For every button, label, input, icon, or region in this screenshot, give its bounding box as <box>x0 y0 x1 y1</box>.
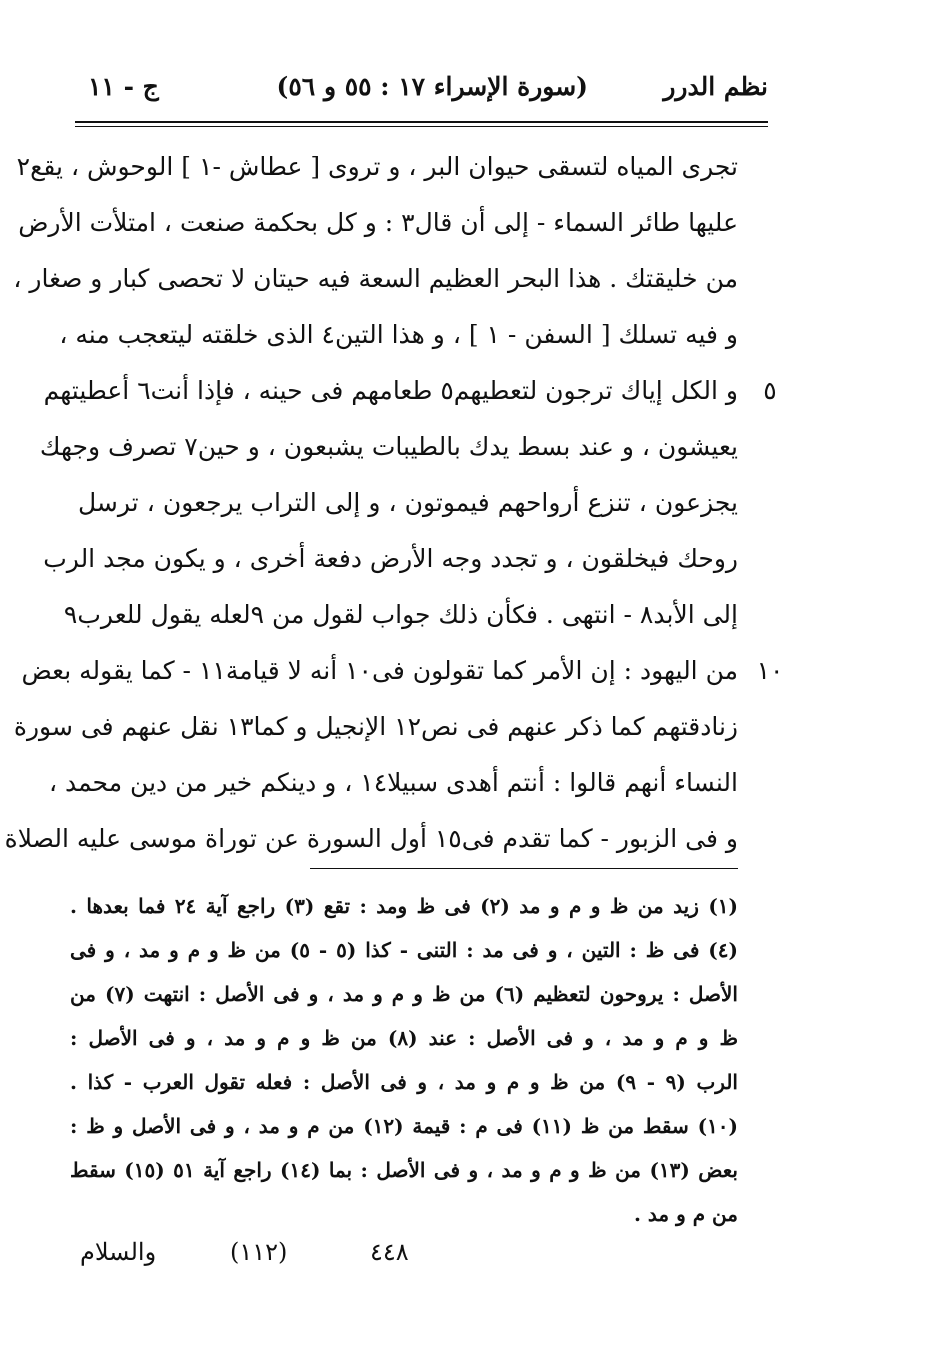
footnote-line: من م و مد . <box>633 1202 738 1226</box>
footnote-line: الأصل : يروحون لتعظيم (٦) من ظ و م و مد ، و فى الأصل : انتهت (٧) من <box>70 982 738 1006</box>
page-number: ٤٤٨ <box>370 1238 409 1266</box>
running-header <box>78 72 768 112</box>
text-line: يجزعون ، تنزع أرواحهم فيموتون ، و إلى التراب يرجعون ، ترسل <box>78 488 738 517</box>
header-rule <box>75 121 768 123</box>
text-line: النساء أنهم قالوا : أنتم أهدى سبيلا١٤ ، و دينكم خير من دين محمد ، <box>48 768 738 797</box>
footnote-line: (٤) فى ظ : التين ، و فى مد : التنى - كذا (٥ - ٥) من ظ و م و مد ، و فى <box>70 938 738 962</box>
text-line: و الكل إياك ترجون لتعطيهم٥ طعامهم فى حينه ، فإذا أنت٦ أعطيتهم <box>43 376 738 405</box>
text-line: يعيشون ، و عند بسط يدك بالطيبات يشبعون ، و حين٧ تصرف وجهك <box>39 432 738 461</box>
text-line: و فيه تسلك [ السفن - ١ ] ، و هذا التين٤ الذى خلقته ليتعجب منه ، <box>59 320 738 349</box>
text-line: روحك فيخلقون ، و تجدد وجه الأرض دفعة أخرى ، و يكون مجد الرب <box>43 544 738 573</box>
text-line: من اليهود : إن الأمر كما تقولون فى١٠ أنه لا قيامة١١ - كما يقوله بعض <box>21 656 738 685</box>
text-line: عليها طائر السماء - إلى أن قال٣ : و كل بحكمة صنعت ، امتلأت الأرض <box>18 208 738 237</box>
text-line: زنادقتهم كما ذكر عنهم فى نص١٢ الإنجيل و كما١٣ نقل عنهم فى سورة <box>13 712 738 741</box>
footnote-separator <box>310 868 738 869</box>
text-line: و فى الزبور - كما تقدم فى١٥ أول السورة عن توراة موسى عليه الصلاة <box>4 824 738 853</box>
footnote-line: (١٠) سقط من ظ (١١) فى م : قيمة (١٢) من م و مد ، و فى الأصل و ظ : <box>70 1114 738 1138</box>
surah-reference: (سورة الإسراء ١٧ : ٥٥ و ٥٦) <box>276 72 588 101</box>
catchword: والسلام <box>80 1238 157 1266</box>
footnote-line: ظ و م و مد ، و فى الأصل : عند (٨) من ظ و م و مد ، و فى الأصل : <box>70 1026 738 1050</box>
book-title: نظم الدرر <box>663 72 768 101</box>
serial-number: (١١٢) <box>230 1238 288 1266</box>
text-line: إلى الأبد٨ - انتهى . فكأن ذلك جواب لقول من ٩لعله يقول للعرب٩ <box>63 600 738 629</box>
footnote-line: (١) زيد من ظ و م و مد (٢) فى ظ ومد : تقع (٣) راجع آية ٢٤ فما بعدها . <box>70 894 738 918</box>
text-line: تجرى المياه لتسقى حيوان البر ، و تروى [ عطاش -١ ] الوحوش ، يقع٢ <box>16 152 738 181</box>
line-number: ١٠ <box>756 656 784 685</box>
footnote-line: الرب (٩ - ٩) من ظ و م و مد ، و فى الأصل : فعله تقول العرب - كذا . <box>70 1070 738 1094</box>
line-number: ٥ <box>763 376 777 405</box>
part-number: ج - ١١ <box>88 72 159 101</box>
header-rule-thin <box>75 126 768 127</box>
footnote-line: بعض (١٣) من ظ و م و مد ، و فى الأصل : بما (١٤) راجع آية ٥١ (١٥) سقط <box>70 1158 739 1182</box>
text-line: من خليقتك . هذا البحر العظيم السعة فيه حيتان لا تحصى كبار و صغار ، <box>13 264 738 293</box>
